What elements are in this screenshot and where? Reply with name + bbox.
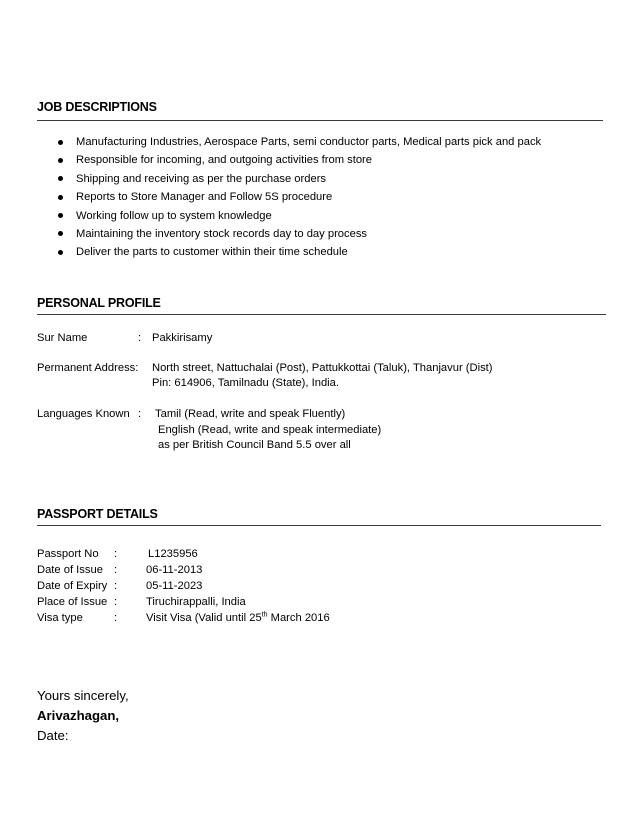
surname-label: Sur Name [37,332,88,344]
date-of-issue-label: Date of Issue [37,564,103,576]
passport-details-heading: PASSPORT DETAILS [37,507,158,521]
languages-line-2: English (Read, write and speak intermediate) [158,424,382,436]
list-item [58,151,541,169]
address-line-2: Pin: 614906, Tamilnadu (State), India. [152,377,339,389]
place-of-issue-value: Tiruchirappalli, India [146,596,246,608]
date-of-expiry-value: 05-11-2023 [146,580,203,592]
visa-date-suffix: th [261,611,268,619]
passport-no-value: L1235956 [148,548,198,560]
bullet-icon [58,213,63,218]
surname-colon: : [138,332,142,344]
date-of-issue-value: 06-11-2013 [146,564,203,576]
list-item-text: Deliver the parts to customer within their time schedule [76,246,348,259]
bullet-icon [58,176,63,181]
job-descriptions-list [58,133,541,262]
closing-salutation: Yours sincerely, [37,688,129,703]
list-item-text: Reports to Store Manager and Follow 5S procedure [76,191,333,204]
list-item [58,188,541,206]
date-of-issue-colon: : [114,564,118,576]
languages-line-3: as per British Council Band 5.5 over all [158,439,351,451]
bullet-icon [58,140,63,145]
place-of-issue-colon: : [114,596,118,608]
date-of-expiry-colon: : [114,580,118,592]
visa-type-colon: : [114,612,118,624]
languages-line-1: Tamil (Read, write and speak Fluently) [155,408,346,420]
place-of-issue-label: Place of Issue [37,596,108,608]
list-item [58,225,541,243]
list-item-text: Shipping and receiving as per the purchase orders [76,172,327,185]
list-item-text: Manufacturing Industries, Aerospace Parts, semi conductor parts, Medical parts pick and pack [76,136,542,148]
address-line-1: North street, Nattuchalai (Post), Pattukkottai (Taluk), Thanjavur (Dist) [152,362,493,374]
surname-value: Pakkirisamy [152,332,213,344]
list-item-text: Working follow up to system knowledge [76,209,272,222]
visa-type-label: Visa type [37,612,83,624]
section-divider [37,120,603,121]
section-divider [37,525,601,526]
section-divider [37,314,606,315]
visa-type-value [146,611,330,625]
list-item [58,170,541,188]
bullet-icon [58,158,63,163]
personal-profile-heading: PERSONAL PROFILE [37,296,161,310]
passport-no-colon: : [114,548,118,560]
list-item-text: Maintaining the inventory stock records day to day process [76,227,368,240]
date-label: Date: [37,728,69,743]
passport-no-label: Passport No [37,548,99,560]
bullet-icon [58,231,63,236]
job-descriptions-heading: JOB DESCRIPTIONS [37,100,157,114]
bullet-icon [58,195,63,200]
bullet-icon [58,250,63,255]
address-label: Permanent Address: [37,362,139,374]
list-item [58,243,541,261]
languages-colon: : [138,408,142,420]
languages-label: Languages Known [37,408,130,420]
list-item-text: Responsible for incoming, and outgoing activities from store [76,154,372,167]
visa-type-text: Visit Visa (Valid until 25 [146,612,262,624]
date-of-expiry-label: Date of Expiry [37,580,108,592]
list-item [58,207,541,225]
signatory-name: Arivazhagan, [37,708,120,723]
list-item [58,133,541,151]
visa-date-tail: March 2016 [267,612,330,624]
